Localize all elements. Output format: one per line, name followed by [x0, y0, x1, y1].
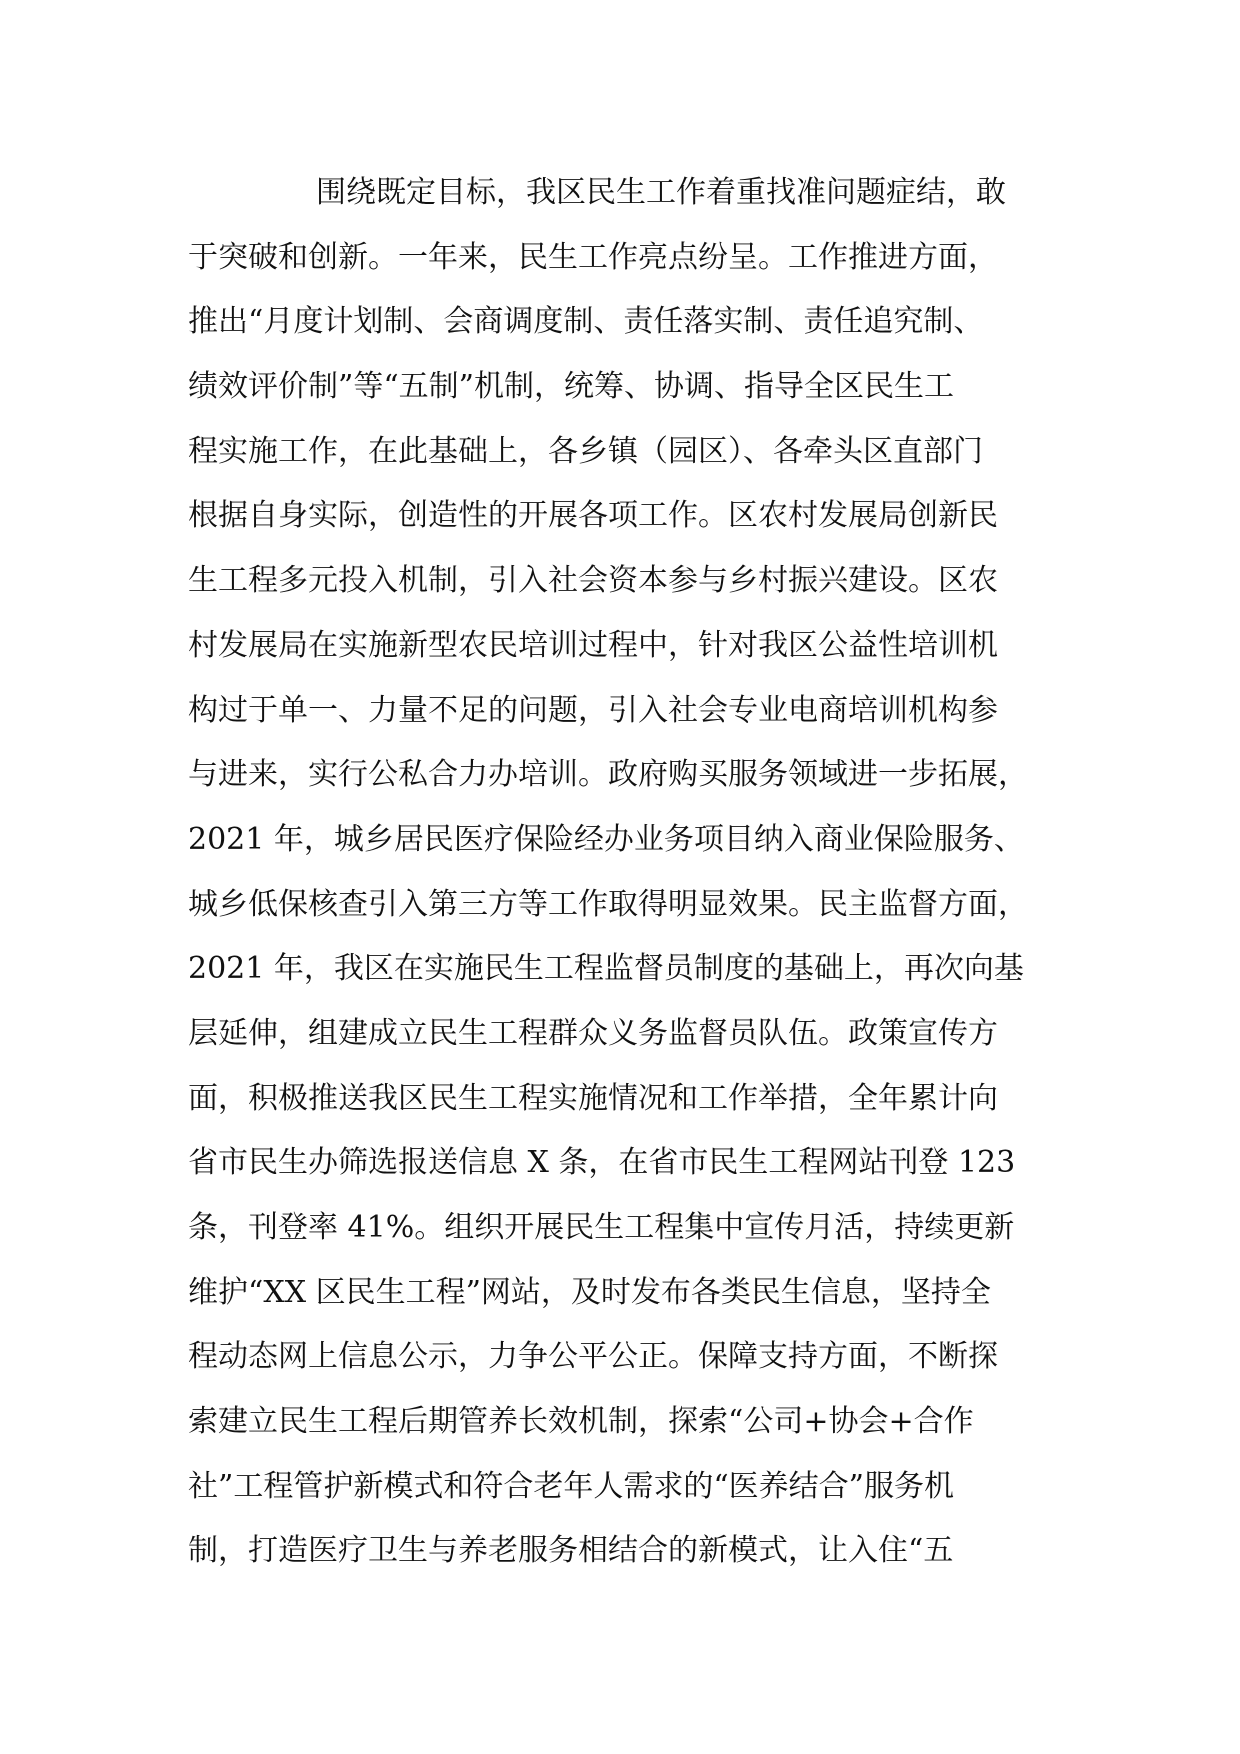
paragraph-line: 村发展局在实施新型农民培训过程中，针对我区公益性培训机 — [188, 627, 998, 663]
paragraph-line: 制，打造医疗卫生与养老服务相结合的新模式，让入住“五 — [188, 1533, 954, 1569]
body-paragraph — [188, 171, 1088, 1594]
paragraph-line: 程实施工作，在此基础上，各乡镇（园区）、各牵头区直部门 — [188, 433, 983, 469]
paragraph-line: 维护“XX 区民生工程”网站，及时发布各类民生信息，坚持全 — [188, 1274, 991, 1310]
paragraph-line: 城乡低保核查引入第三方等工作取得明显效果。民主监督方面， — [188, 886, 1028, 922]
paragraph-line: 面，积极推送我区民生工程实施情况和工作举措，全年累计向 — [188, 1080, 998, 1116]
paragraph-line: 与进来，实行公私合力办培训。政府购买服务领域进一步拓展， — [188, 757, 1028, 793]
paragraph-line: 构过于单一、力量不足的问题，引入社会专业电商培训机构参 — [188, 692, 998, 728]
paragraph-line: 围绕既定目标，我区民生工作着重找准问题症结，敢 — [316, 175, 1006, 210]
paragraph-line: 绩效评价制”等“五制”机制，统筹、协调、指导全区民生工 — [188, 369, 955, 405]
paragraph-line: 推出“月度计划制、会商调度制、责任落实制、责任追究制、 — [188, 304, 984, 340]
paragraph-line: 条，刊登率 41%。组织开展民生工程集中宣传月活，持续更新 — [188, 1210, 1015, 1245]
paragraph-line: 省市民生办筛选报送信息 X 条，在省市民生工程网站刊登 123 — [188, 1145, 1016, 1181]
paragraph-line: 于突破和创新。一年来，民生工作亮点纷呈。工作推进方面， — [188, 239, 998, 275]
paragraph-line: 2021 年，我区在实施民生工程监督员制度的基础上，再次向基 — [188, 951, 1024, 987]
paragraph-line: 层延伸，组建成立民生工程群众义务监督员队伍。政策宣传方 — [188, 1015, 998, 1051]
paragraph-line: 索建立民生工程后期管养长效机制，探索“公司+协会+合作 — [188, 1404, 974, 1440]
paragraph-line: 生工程多元投入机制，引入社会资本参与乡村振兴建设。区农 — [188, 563, 998, 599]
paragraph-line: 社”工程管护新模式和符合老年人需求的“医养结合”服务机 — [188, 1468, 955, 1504]
paragraph-line: 根据自身实际，创造性的开展各项工作。区农村发展局创新民 — [188, 498, 998, 534]
paragraph-line: 2021 年，城乡居民医疗保险经办业务项目纳入商业保险服务、 — [188, 821, 1024, 857]
paragraph-line: 程动态网上信息公示，力争公平公正。保障支持方面，不断探 — [188, 1339, 998, 1375]
